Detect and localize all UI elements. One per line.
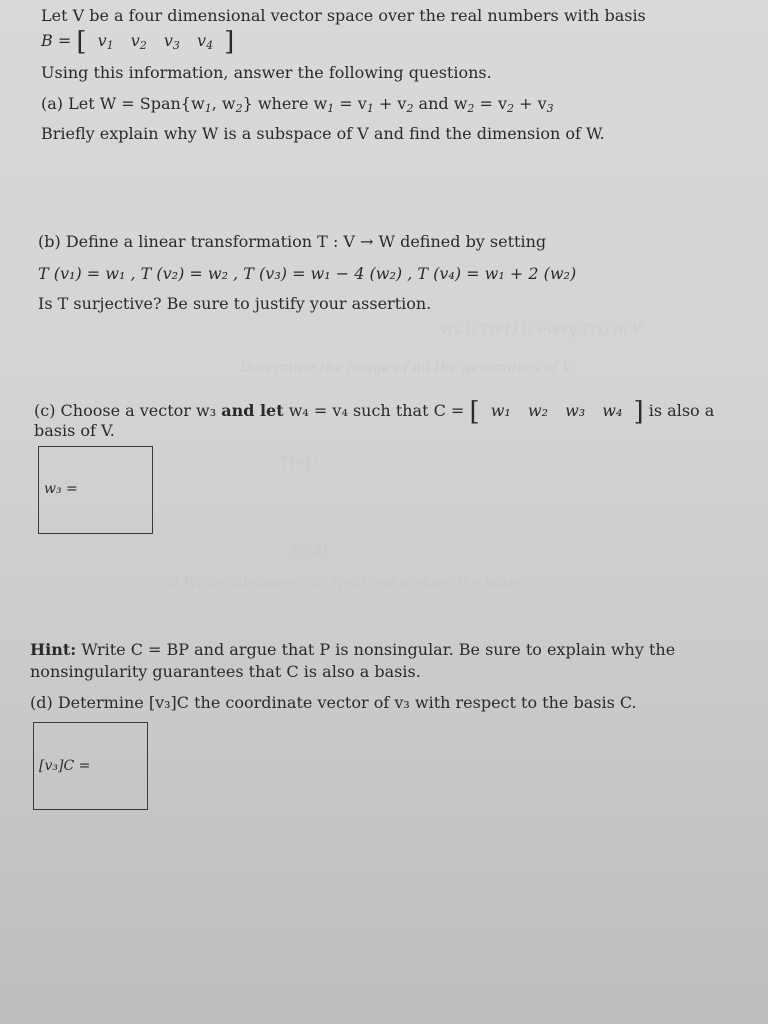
ghost-text-6: Theorem of every Rank-Nullity Theorem: [290, 820, 577, 836]
hint-line-1-text: Write C = BP and argue that P is nonsingular. Be sure to explain why the: [81, 640, 676, 659]
part-c-end: is also a: [648, 401, 715, 420]
right-bracket: ]: [224, 27, 235, 57]
hint-line-1: [30, 640, 675, 660]
basis-vector-4: $v_4$: [197, 31, 214, 52]
hint-line-2-text: nonsingularity guarantees that C is also a basis.: [30, 662, 421, 681]
part-a-question: [41, 94, 554, 119]
part-b-line-1-text: Define a linear transformation T : V → W defined by setting: [65, 232, 547, 251]
intro-line-1: [41, 6, 646, 26]
part-b-line-1: [38, 232, 546, 252]
c-basis-vector-2: w₂: [527, 401, 548, 420]
hint-line-2: [30, 662, 421, 682]
part-d-line-1: [30, 693, 637, 713]
basis-vector-1: $v_1$: [97, 31, 114, 52]
basis-b-label: B =: [41, 31, 72, 50]
ghost-text-5: (v) Write subspaces for T(v2) and deduce the basis: [160, 575, 521, 591]
part-c-bold: and let: [221, 401, 284, 420]
w3-box-label: w₃ =: [44, 481, 78, 497]
part-d-line-1-text: Determine [v₃]C the coordinate vector of v₃ with respect to the basis C.: [57, 693, 637, 712]
intro-line-3: [41, 63, 492, 83]
intro-line-3-text: Using this information, answer the following questions.: [41, 63, 492, 82]
part-b-line-2-text: T (v₁) = w₁ , T (v₂) = w₂ , T (v₃) = w₁ − 4 (w₂) , T (v₄) = w₁ + 2 (w₂): [38, 264, 577, 283]
part-c-line-1: [34, 397, 715, 427]
part-b-line-3-text: Is T surjective? Be sure to justify your assertion.: [38, 294, 432, 313]
ghost-text-4: T(v3): [290, 543, 328, 559]
c-basis-vector-3: w₃: [565, 401, 586, 420]
part-b-line-3: [38, 294, 431, 314]
basis-b-line: [41, 27, 235, 57]
part-c-line-2: [34, 421, 115, 441]
c-right-bracket: ]: [633, 397, 644, 427]
ghost-text-2: Determine the image of all the generators of V: [240, 360, 573, 376]
basis-vector-3: $v_3$: [163, 31, 180, 52]
part-c-label: (c): [34, 401, 56, 420]
left-bracket: [: [76, 27, 87, 57]
hint-label: Hint:: [30, 640, 77, 659]
c-basis-vector-4: w₄: [602, 401, 623, 420]
c-basis-vector-1: w₁: [490, 401, 511, 420]
part-b-line-2: [38, 264, 576, 284]
intro-line-1-text: Let V be a four dimensional vector space over the real numbers with basis: [41, 6, 646, 25]
part-a-text: Let $W = Span\{w_1$, $w_2$} where $w_1 = v_1 + v_2$ and $w_2 = v_2 + v_3$: [68, 94, 554, 115]
part-c-pre: Choose a vector w₃: [60, 401, 217, 420]
part-a-explain: [41, 124, 605, 144]
c-left-bracket: [: [469, 397, 480, 427]
part-a-explain-text: Briefly explain why W is a subspace of V and find the dimension of W.: [41, 124, 605, 143]
ghost-text-1: v(v3) T(v1) is every T(x) in V: [440, 322, 642, 338]
part-b-label: (b): [38, 232, 61, 251]
part-d-label: (d): [30, 693, 53, 712]
part-a-label: (a): [41, 94, 64, 113]
part-c-line-2-text: basis of V.: [34, 421, 115, 440]
part-c-post: w₄ = v₄ such that C =: [288, 401, 465, 420]
ghost-text-3: T(v4): [280, 455, 318, 471]
basis-vector-2: $v_2$: [130, 31, 147, 52]
v3c-box-label: [v₃]C =: [39, 758, 91, 774]
